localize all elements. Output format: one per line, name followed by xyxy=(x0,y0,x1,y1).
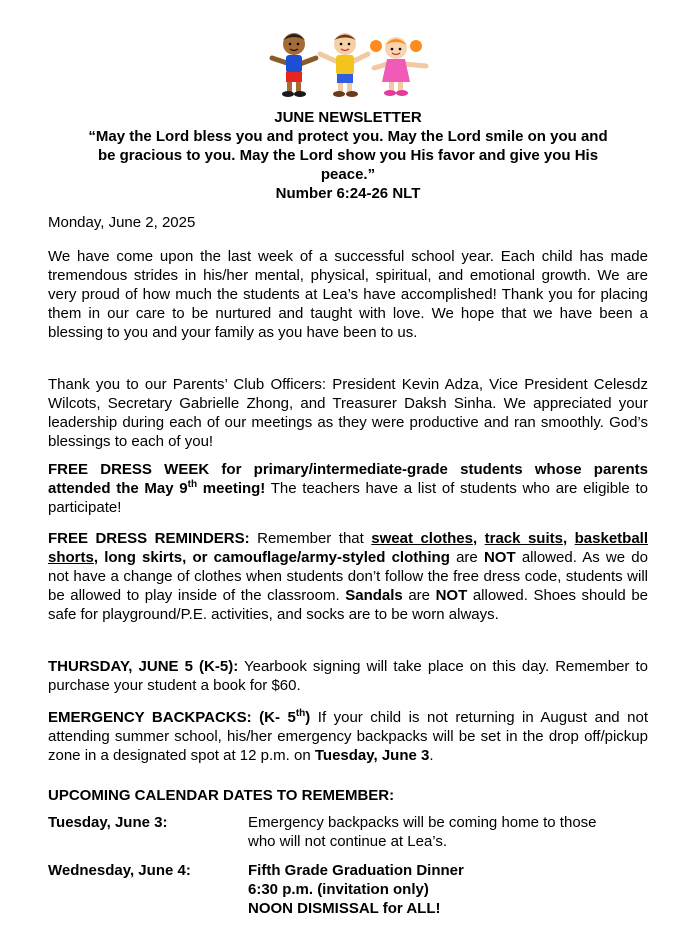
calendar-description xyxy=(248,813,648,851)
emergency-label: EMERGENCY BACKPACKS: (K- 5 xyxy=(48,709,296,726)
calendar-line: Emergency backpacks will be coming home to those xyxy=(248,814,597,831)
thanks-text: Thank you to our Parents’ Club Officers: President Kevin Adza, Vice President Celesdz Wilcots, Secretary Gabrielle Zhong, and Treasurer Daksh Sinha. We appreciated your leadership during each of our meetings as they were productive and ran smoothly. God’s blessings to each of you! xyxy=(48,376,648,450)
not-emphasis: NOT xyxy=(483,549,516,566)
emergency-text: If your child is not returning in August and not attending summer school, his/her emergency backpacks will be set in the drop off/pickup zone in a designated spot at 12 p.m. on xyxy=(48,709,648,764)
reminders-text: allowed. Shoes should be safe for playground/P.E. activities, and socks are to be worn always. xyxy=(48,587,649,623)
free-dress-week-paragraph xyxy=(48,460,648,517)
children-clipart-logo xyxy=(264,28,434,100)
verse-line-2: be gracious to you. May the Lord show you His favor and give you His xyxy=(97,147,599,164)
free-dress-reminders-paragraph xyxy=(48,529,648,624)
not-emphasis: NOT xyxy=(435,587,468,604)
comma: , xyxy=(562,530,575,547)
free-dress-week-heading-end: meeting! xyxy=(197,480,266,497)
free-dress-week-text: The teachers have a list of students who are eligible to participate! xyxy=(48,480,648,516)
reminders-text: are xyxy=(449,549,484,566)
thursday-label: THURSDAY, JUNE 5 (K-5): xyxy=(48,658,239,675)
track-suits: track suits xyxy=(484,530,563,547)
newsletter-title: JUNE NEWSLETTER xyxy=(274,109,422,126)
verse-line-3: peace.” xyxy=(320,166,376,183)
verse-reference: Number 6:24-26 NLT xyxy=(275,185,421,202)
intro-text: We have come upon the last week of a successful school year. Each child has made tremendous strides in his/her mental, physical, spiritual, and emotional growth. We are very proud of how much the students at Lea’s have accomplished! Thank you for placing them in our care to be nurtured and taught with love. We hope that we have been a blessing to you and your family as you have been to us. xyxy=(48,248,648,341)
reminders-text: Remember that xyxy=(249,530,372,547)
calendar-date: Wednesday, June 4: xyxy=(48,862,191,879)
newsletter-header xyxy=(48,108,648,203)
calendar-line: NOON DISMISSAL for ALL! xyxy=(248,900,441,917)
newsletter-date: Monday, June 2, 2025 xyxy=(48,214,196,231)
calendar-line: Fifth Grade Graduation Dinner xyxy=(248,862,464,879)
thursday-text: Yearbook signing will take place on this day. Remember to purchase your student a book for $60. xyxy=(48,658,648,694)
sandals-word: Sandals xyxy=(345,587,403,604)
verse-line-1: “May the Lord bless you and protect you. May the Lord smile on you and xyxy=(88,128,608,145)
emergency-paragraph xyxy=(48,708,648,765)
emergency-date: Tuesday, June 3 xyxy=(314,747,430,764)
sweat-clothes: sweat clothes xyxy=(371,530,473,547)
reminders-label: FREE DRESS REMINDERS: xyxy=(48,530,250,547)
thanks-paragraph xyxy=(48,375,648,451)
child-left-figure xyxy=(272,33,316,97)
calendar-heading: UPCOMING CALENDAR DATES TO REMEMBER: xyxy=(48,787,395,804)
superscript-th: th xyxy=(295,708,306,719)
comma: , xyxy=(472,530,485,547)
basketball-shorts: basketball shorts xyxy=(48,530,649,566)
intro-paragraph xyxy=(48,247,648,342)
free-dress-week-heading: FREE DRESS WEEK for primary/intermediate-grade students whose parents attended the May 9 xyxy=(48,461,648,497)
calendar-description xyxy=(248,861,648,918)
calendar-line: who will not continue at Lea’s. xyxy=(248,833,448,850)
superscript-th: th xyxy=(187,479,198,490)
calendar-line: 6:30 p.m. (invitation only) xyxy=(248,881,429,898)
period: . xyxy=(429,747,434,764)
child-right-figure xyxy=(370,37,426,96)
reminders-text: allowed. As we do not have a change of clothes when students don’t follow the free dress code, students will be allowed to play inside of the classroom. xyxy=(48,549,648,604)
thursday-paragraph xyxy=(48,657,648,695)
emergency-label-end: ) xyxy=(305,709,311,726)
calendar-date: Tuesday, June 3: xyxy=(48,814,168,831)
child-middle-figure xyxy=(320,33,368,97)
reminders-text: are xyxy=(402,587,436,604)
other-clothing-list: , long skirts, or camouflage/army-styled clothing xyxy=(93,549,450,566)
